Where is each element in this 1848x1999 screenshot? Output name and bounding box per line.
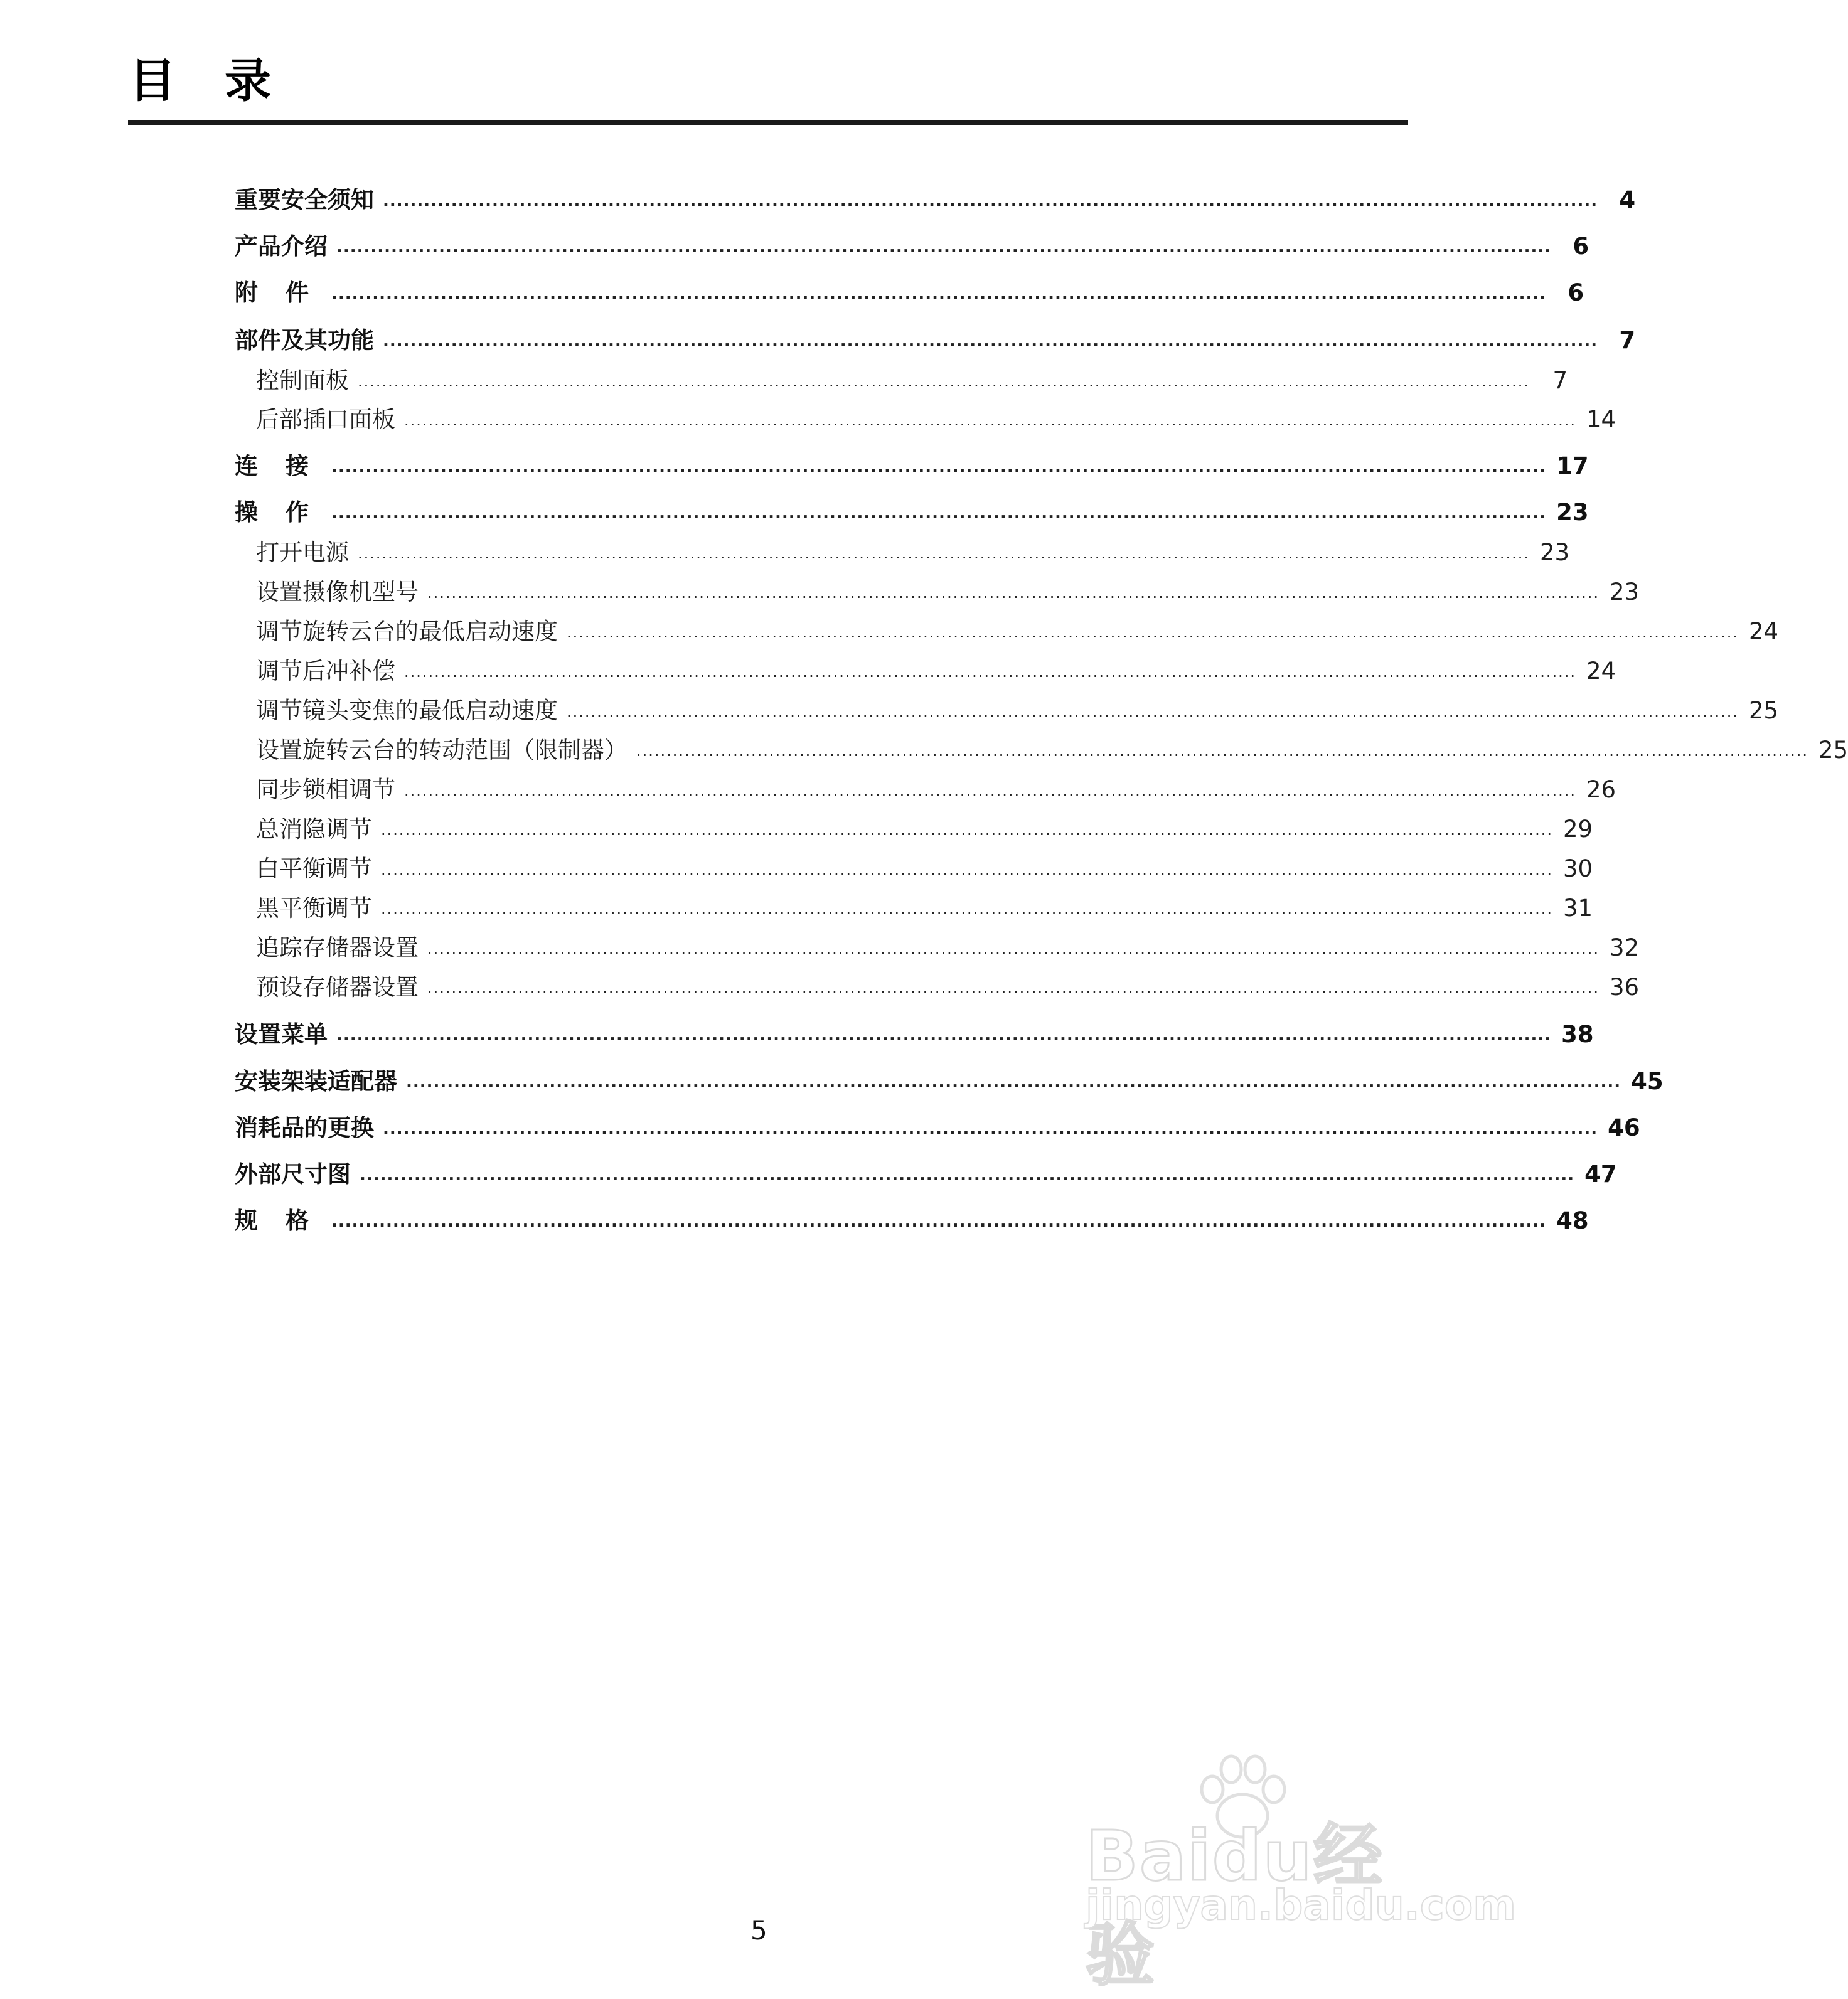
toc-leader-dots: .................................................................................................................................................................................................. bbox=[381, 821, 1554, 839]
toc-subentry[interactable] bbox=[256, 578, 1640, 605]
toc-entry-page: 47 bbox=[1584, 1161, 1617, 1188]
toc-leader-dots: .................................................................................................................................................................................................. bbox=[427, 940, 1600, 957]
toc-subentry[interactable] bbox=[256, 539, 1570, 566]
page-title: 目录 bbox=[129, 54, 320, 108]
toc-entry-page: 23 bbox=[1540, 539, 1570, 566]
toc-leader-dots: .................................................................................................................................................................................................. bbox=[404, 782, 1577, 799]
toc-entry-label: 重要安全须知 bbox=[235, 186, 374, 213]
toc-entry-label: 安装架装适配器 bbox=[235, 1068, 397, 1095]
toc-entry-page: 45 bbox=[1631, 1068, 1664, 1095]
toc-subentry[interactable] bbox=[256, 406, 1616, 433]
toc-leader-dots: .................................................................................................................................................................................. bbox=[383, 1119, 1598, 1138]
toc-entry[interactable] bbox=[235, 1207, 1589, 1234]
title-divider bbox=[128, 120, 1408, 125]
toc-entry-page: 24 bbox=[1586, 658, 1616, 685]
toc-entry[interactable] bbox=[235, 233, 1589, 260]
toc-entry-label: 控制面板 bbox=[256, 367, 349, 394]
toc-entry-label: 附件 bbox=[235, 279, 336, 306]
toc-entry-label: 白平衡调节 bbox=[256, 855, 372, 882]
toc-entry-page: 7 bbox=[1552, 367, 1568, 394]
toc-entry-page: 25 bbox=[1819, 737, 1848, 764]
toc-entry-label: 黑平衡调节 bbox=[256, 895, 372, 922]
toc-leader-dots: .................................................................................................................................................................................................. bbox=[427, 979, 1600, 997]
baidu-jingyan-watermark bbox=[1086, 1751, 1517, 1995]
toc-entry-label: 打开电源 bbox=[256, 539, 349, 566]
toc-entry-label: 调节旋转云台的最低启动速度 bbox=[256, 618, 558, 645]
toc-entry[interactable] bbox=[235, 1068, 1664, 1095]
toc-entry[interactable] bbox=[235, 499, 1589, 526]
toc-leader-dots: .................................................................................................................................................................................................. bbox=[567, 624, 1739, 641]
toc-leader-dots: .................................................................................................................................................................................. bbox=[336, 238, 1552, 257]
toc-subentry[interactable] bbox=[256, 658, 1616, 685]
toc-entry-label: 部件及其功能 bbox=[235, 327, 374, 354]
toc-entry-label: 总消隐调节 bbox=[256, 816, 372, 843]
toc-entry[interactable] bbox=[235, 1114, 1640, 1141]
toc-entry-label: 设置菜单 bbox=[235, 1021, 328, 1048]
toc-entry-label: 追踪存储器设置 bbox=[256, 934, 419, 961]
toc-leader-dots: .................................................................................................................................................................................................. bbox=[381, 900, 1554, 918]
toc-subentry[interactable] bbox=[256, 776, 1616, 803]
toc-entry-label: 产品介绍 bbox=[235, 233, 328, 260]
toc-leader-dots: .................................................................................................................................................................................................. bbox=[636, 742, 1809, 760]
toc-leader-dots: .................................................................................................................................................................................................. bbox=[404, 663, 1577, 681]
toc-entry-page: 24 bbox=[1749, 618, 1779, 645]
toc-subentry[interactable] bbox=[256, 934, 1640, 961]
page-number: 5 bbox=[750, 1915, 767, 1946]
toc-entry-page: 23 bbox=[1610, 578, 1640, 605]
toc-entry-label: 操作 bbox=[235, 499, 336, 526]
toc-subentry[interactable] bbox=[256, 816, 1593, 843]
toc-entry[interactable] bbox=[235, 1161, 1617, 1188]
toc-entry-page: 25 bbox=[1749, 697, 1779, 724]
toc-entry-page: 6 bbox=[1568, 279, 1584, 306]
toc-leader-dots: .................................................................................................................................................................................. bbox=[336, 1026, 1552, 1045]
toc-entry-label: 连接 bbox=[235, 452, 336, 479]
toc-leader-dots: .................................................................................................................................................................................................. bbox=[358, 545, 1530, 562]
toc-leader-dots: .................................................................................................................................................................................................. bbox=[404, 412, 1577, 429]
toc-entry-page: 4 bbox=[1619, 186, 1636, 213]
toc-subentry[interactable] bbox=[256, 367, 1568, 394]
toc-entry-label: 设置旋转云台的转动范围（限制器） bbox=[256, 737, 628, 764]
toc-subentry[interactable] bbox=[256, 697, 1779, 724]
toc-entry-page: 29 bbox=[1563, 816, 1593, 843]
toc-leader-dots: .................................................................................................................................................................................. bbox=[406, 1073, 1621, 1092]
toc-entry-label: 后部插口面板 bbox=[256, 406, 395, 433]
toc-entry-page: 31 bbox=[1563, 895, 1593, 922]
toc-subentry[interactable] bbox=[256, 855, 1593, 882]
toc-leader-dots: .................................................................................................................................................................................. bbox=[383, 332, 1598, 351]
watermark-url: jingyan.baidu.com bbox=[1086, 1881, 1517, 1929]
toc-leader-dots: .................................................................................................................................................................................. bbox=[331, 284, 1547, 303]
toc-entry[interactable] bbox=[235, 186, 1636, 213]
toc-entry-page: 6 bbox=[1573, 233, 1589, 260]
toc-leader-dots: .................................................................................................................................................................................................. bbox=[567, 703, 1739, 720]
toc-entry-page: 7 bbox=[1619, 327, 1636, 354]
toc-leader-dots: .................................................................................................................................................................................................. bbox=[381, 861, 1554, 878]
toc-entry-label: 同步锁相调节 bbox=[256, 776, 395, 803]
toc-entry-page: 38 bbox=[1561, 1021, 1594, 1048]
toc-entry-page: 46 bbox=[1608, 1114, 1640, 1141]
toc-leader-dots: .................................................................................................................................................................................. bbox=[331, 1212, 1547, 1231]
toc-leader-dots: .................................................................................................................................................................................................. bbox=[427, 584, 1600, 602]
toc-entry-page: 26 bbox=[1586, 776, 1616, 803]
toc-entry-page: 17 bbox=[1556, 452, 1589, 479]
toc-entry-label: 调节镜头变焦的最低启动速度 bbox=[256, 697, 558, 724]
watermark-brand: Baidu经验 bbox=[1086, 1816, 1384, 1995]
toc-leader-dots: .................................................................................................................................................................................. bbox=[383, 191, 1598, 210]
toc-entry-page: 36 bbox=[1610, 974, 1640, 1001]
toc-entry-label: 预设存储器设置 bbox=[256, 974, 419, 1001]
toc-entry-page: 23 bbox=[1556, 499, 1589, 526]
toc-entry-page: 32 bbox=[1610, 934, 1640, 961]
toc-leader-dots: .................................................................................................................................................................................. bbox=[331, 504, 1547, 523]
toc-subentry[interactable] bbox=[256, 737, 1848, 764]
toc-entry[interactable] bbox=[235, 1021, 1594, 1048]
toc-entry-label: 设置摄像机型号 bbox=[256, 578, 419, 605]
toc-leader-dots: .................................................................................................................................................................................................. bbox=[358, 373, 1530, 390]
toc-entry[interactable] bbox=[235, 327, 1636, 354]
toc-entry[interactable] bbox=[235, 279, 1584, 306]
toc-entry-label: 外部尺寸图 bbox=[235, 1161, 351, 1188]
toc-subentry[interactable] bbox=[256, 974, 1640, 1001]
toc-entry-label: 规格 bbox=[235, 1207, 336, 1234]
toc-entry-label: 消耗品的更换 bbox=[235, 1114, 374, 1141]
toc-subentry[interactable] bbox=[256, 618, 1779, 645]
toc-entry-label: 调节后冲补偿 bbox=[256, 658, 395, 685]
toc-entry-page: 48 bbox=[1556, 1207, 1589, 1234]
toc-entry-page: 14 bbox=[1586, 406, 1616, 433]
toc-entry-page: 30 bbox=[1563, 855, 1593, 882]
toc-entry[interactable] bbox=[235, 452, 1589, 479]
toc-leader-dots: .................................................................................................................................................................................. bbox=[360, 1166, 1575, 1185]
toc-subentry[interactable] bbox=[256, 895, 1593, 922]
toc-leader-dots: .................................................................................................................................................................................. bbox=[331, 457, 1547, 476]
